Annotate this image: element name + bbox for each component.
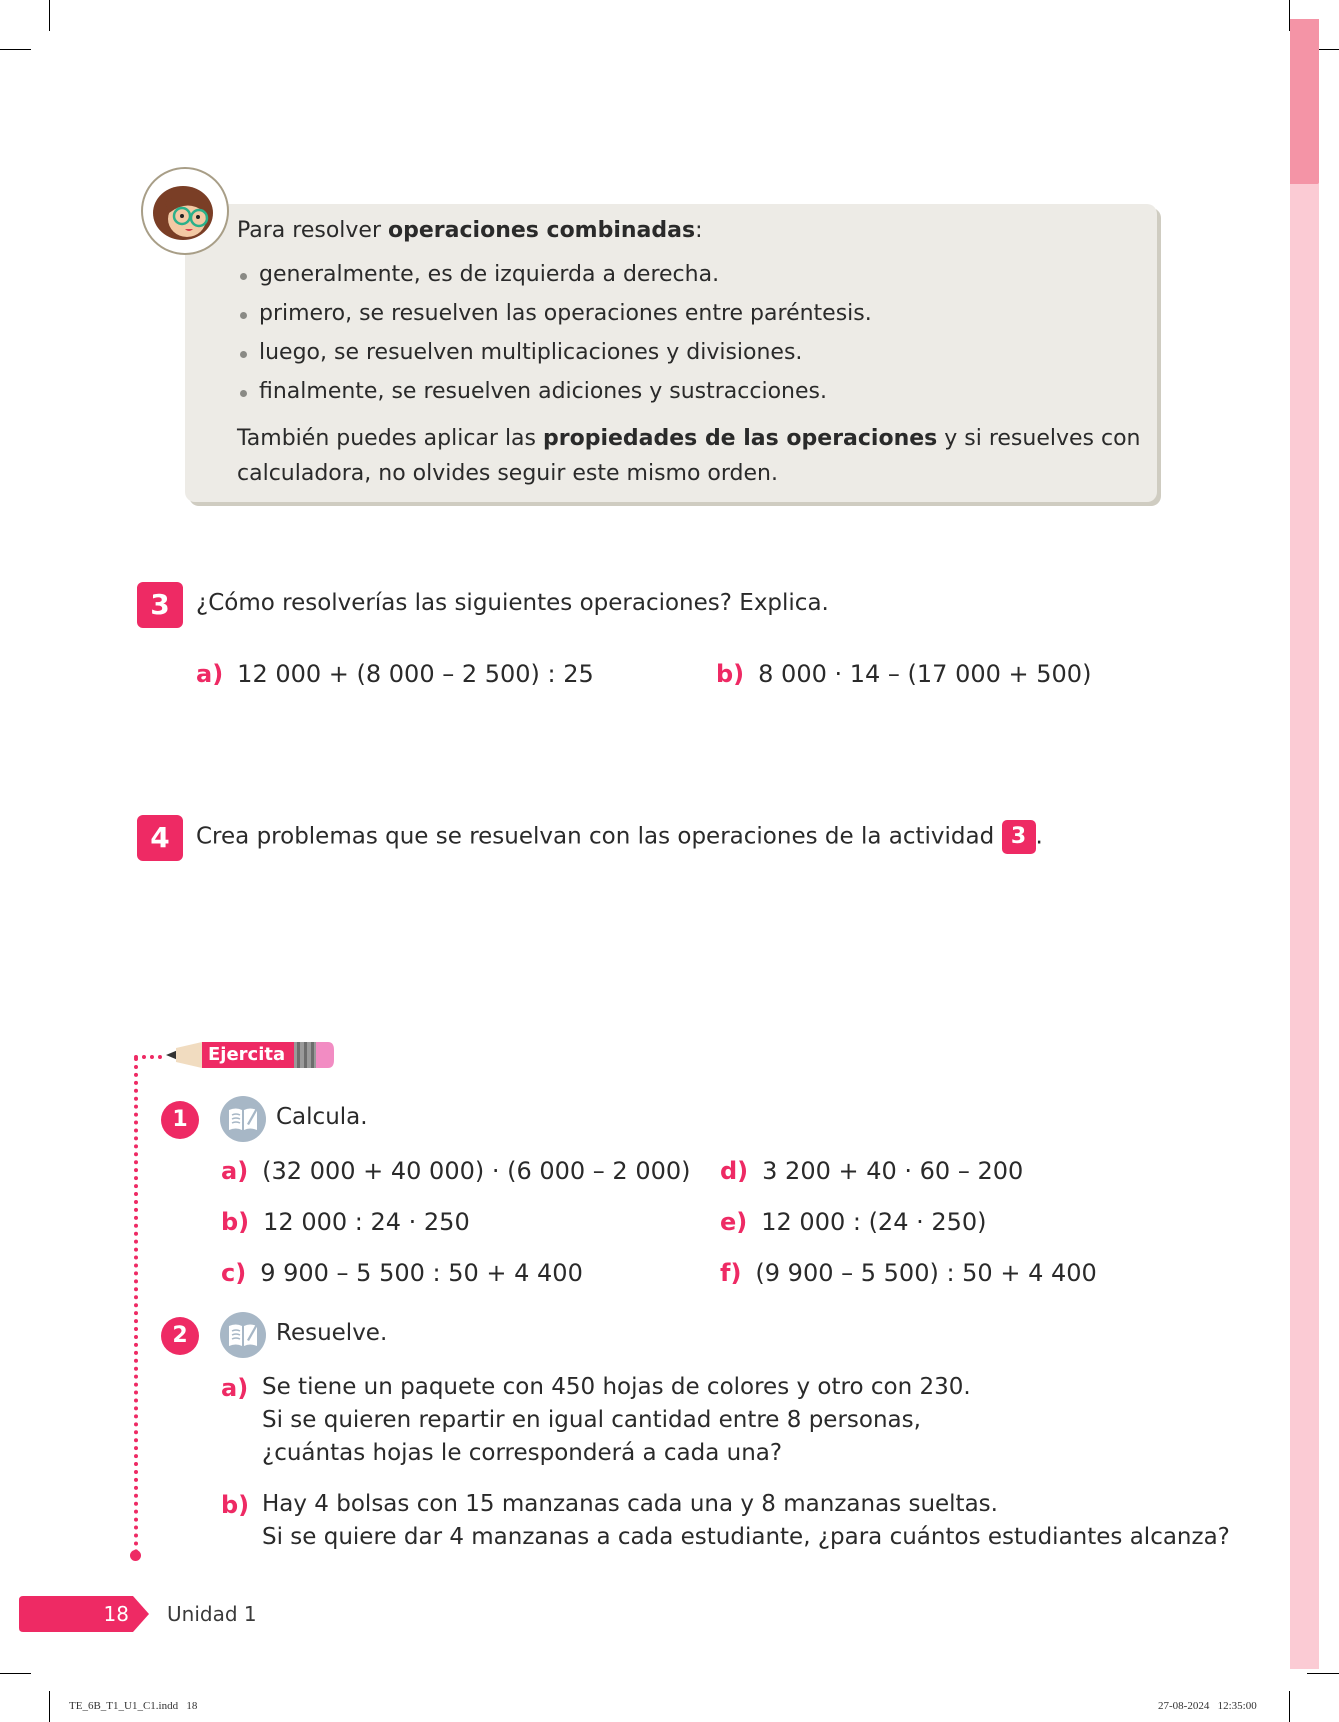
section-dotted-line (134, 1057, 138, 1554)
section-line-end (130, 1550, 141, 1561)
print-slug-date: 27-08-2024 12:35:00 (1158, 1700, 1257, 1712)
operation-item: e) 12 000 : (24 · 250) (720, 1208, 987, 1236)
activity-number-badge: 3 (137, 582, 183, 628)
bullet-icon (240, 312, 247, 319)
crop-mark (0, 1673, 31, 1674)
operation-item: c) 9 900 – 5 500 : 50 + 4 400 (221, 1259, 583, 1287)
page-number: 18 (103, 1602, 129, 1626)
activity-number-badge: 4 (137, 815, 183, 861)
crop-mark (0, 49, 31, 50)
section-dotted-line (134, 1055, 162, 1059)
problem-label: b) (221, 1491, 250, 1519)
exercise-number-badge: 1 (161, 1101, 199, 1139)
exercise-prompt: Calcula. (276, 1104, 368, 1130)
info-closing: También puedes aplicar las propiedades de las operaciones y si resuelves con (237, 426, 1141, 451)
operation-item: a) 12 000 + (8 000 – 2 500) : 25 (196, 660, 594, 688)
problem-line: Si se quiere dar 4 manzanas a cada estudiante, ¿para cuántos estudiantes alcanza? (262, 1524, 1230, 1550)
operation-item: b) 12 000 : 24 · 250 (221, 1208, 470, 1236)
teacher-avatar-icon (141, 167, 229, 255)
info-bullet: luego, se resuelven multiplicaciones y divisiones. (259, 340, 803, 365)
exercise-prompt: Resuelve. (276, 1320, 388, 1346)
info-bullet: generalmente, es de izquierda a derecha. (259, 262, 720, 287)
operation-item: b) 8 000 · 14 – (17 000 + 500) (716, 660, 1092, 688)
operation-item: f) (9 900 – 5 500) : 50 + 4 400 (720, 1259, 1097, 1287)
bullet-icon (240, 351, 247, 358)
page-edge-tab (1290, 19, 1319, 184)
crop-mark (1289, 1691, 1290, 1722)
crop-mark (1307, 1673, 1339, 1674)
activity-reference-badge: 3 (1002, 820, 1036, 854)
print-slug-file: TE_6B_T1_U1_C1.indd 18 (69, 1700, 198, 1712)
section-title: Ejercita (208, 1044, 286, 1065)
page-edge-strip (1290, 19, 1319, 1669)
problem-label: a) (221, 1374, 249, 1402)
operation-item: d) 3 200 + 40 · 60 – 200 (720, 1157, 1024, 1185)
unit-label: Unidad 1 (167, 1602, 257, 1626)
open-book-pencil-icon (220, 1312, 266, 1358)
info-bullet: primero, se resuelven las operaciones entre paréntesis. (259, 301, 872, 326)
crop-mark (49, 1691, 50, 1722)
activity-prompt: ¿Cómo resolverías las siguientes operaciones? Explica. (196, 590, 829, 616)
info-intro: Para resolver operaciones combinadas: (237, 218, 703, 243)
problem-line: Si se quieren repartir en igual cantidad entre 8 personas, (262, 1407, 921, 1433)
info-bullet: finalmente, se resuelven adiciones y sustracciones. (259, 379, 827, 404)
problem-line: Se tiene un paquete con 450 hojas de colores y otro con 230. (262, 1374, 971, 1400)
bullet-icon (240, 390, 247, 397)
exercise-number-badge: 2 (161, 1317, 199, 1355)
open-book-pencil-icon (220, 1096, 266, 1142)
crop-mark (49, 0, 50, 31)
problem-line: ¿cuántas hojas le corresponderá a cada una? (262, 1440, 783, 1466)
problem-line: Hay 4 bolsas con 15 manzanas cada una y 8 manzanas sueltas. (262, 1491, 998, 1517)
activity-prompt: Crea problemas que se resuelvan con las operaciones de la actividad 3 . (196, 820, 1043, 854)
operation-item: a) (32 000 + 40 000) · (6 000 – 2 000) (221, 1157, 691, 1185)
info-closing-line2: calculadora, no olvides seguir este mismo orden. (237, 461, 778, 486)
bullet-icon (240, 273, 247, 280)
